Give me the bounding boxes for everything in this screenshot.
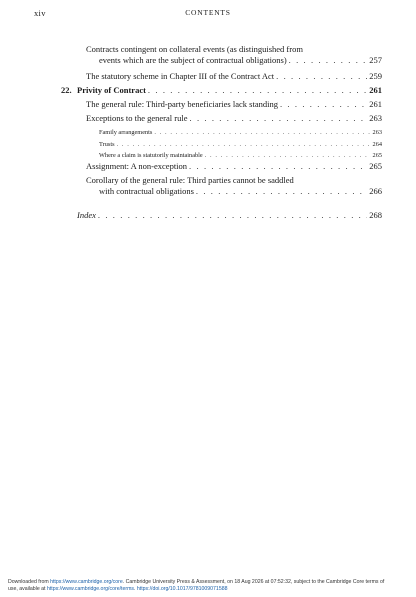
toc-subentry[interactable]: [99, 127, 382, 138]
toc-page-number: 264: [372, 141, 382, 148]
core-link[interactable]: https://www.cambridge.org/core: [50, 579, 123, 585]
toc-page-number: 263: [369, 113, 382, 123]
toc-entry-text: Assignment: A non-exception: [86, 161, 188, 171]
notice-text: use, available at: [8, 586, 47, 592]
download-notice-line-2: [8, 586, 410, 593]
toc-subentry[interactable]: [99, 150, 382, 161]
leader-dots: [189, 161, 367, 172]
leader-dots: [289, 55, 368, 66]
toc-entry-text: with contractual obligations: [99, 186, 194, 196]
terms-link[interactable]: https://www.cambridge.org/core/terms: [46, 586, 135, 592]
toc-entry[interactable]: [86, 99, 382, 110]
toc-entry-text: Trusts: [99, 141, 115, 148]
notice-text: .: [134, 586, 137, 592]
toc-entry-text: Corollary of the general rule: Third parties cannot be saddled: [86, 175, 294, 185]
toc-entry-text: The statutory scheme in Chapter III of the Contract Act: [86, 71, 275, 81]
toc-entry[interactable]: [99, 186, 382, 197]
notice-text: Downloaded from: [8, 579, 51, 585]
toc-entry-text: Family arrangements: [99, 129, 153, 136]
toc-page-number: 259: [369, 71, 382, 81]
toc-page-number: 265: [372, 152, 382, 159]
leader-dots: [276, 71, 367, 82]
leader-dots: [190, 113, 368, 124]
toc-entry-text: Privity of Contract: [77, 85, 146, 95]
running-title: CONTENTS: [185, 8, 231, 17]
toc-entry-text: The general rule: Third-party beneficiaries lack standing: [86, 99, 278, 109]
doi-link[interactable]: https://doi.org/10.1017/9781009071588: [136, 586, 228, 592]
toc-entry-text: Index: [77, 210, 96, 220]
download-notice-line-1: [8, 579, 410, 586]
leader-dots: [196, 186, 367, 197]
toc-chapter-entry[interactable]: [77, 85, 382, 96]
toc-entry[interactable]: [99, 55, 382, 66]
toc-entry[interactable]: [86, 71, 382, 82]
download-notice: [8, 579, 410, 593]
toc-page-number: 265: [369, 161, 382, 171]
chapter-number: 22.: [61, 85, 72, 95]
leader-dots: [148, 85, 367, 96]
toc-entry-text: events which are the subject of contractual obligations): [99, 55, 287, 65]
toc-entry-text: Where a claim is statutorily maintainable: [99, 152, 203, 159]
leader-dots: [98, 210, 367, 221]
toc-page-number: 266: [369, 186, 382, 196]
toc-page-number: 257: [369, 55, 382, 65]
leader-dots: [205, 150, 371, 161]
toc-entry-text: Contracts contingent on collateral events (as distinguished from: [86, 44, 303, 54]
notice-text: . Cambridge University Press & Assessment, on 18 Aug 2026 at 07:52:32, subject to the Cambridge Core terms of: [122, 579, 385, 585]
toc-subentry[interactable]: [99, 139, 382, 150]
toc-page-number: 268: [369, 210, 382, 220]
toc-entry[interactable]: [86, 113, 382, 124]
toc-page-number: 263: [372, 129, 382, 136]
page-number: xiv: [34, 8, 46, 18]
toc-entry-text: Exceptions to the general rule: [86, 113, 188, 123]
leader-dots: [117, 139, 371, 150]
leader-dots: [280, 99, 367, 110]
toc-index-entry[interactable]: [77, 210, 382, 221]
toc-page-number: 261: [369, 85, 382, 95]
toc-page-number: 261: [369, 99, 382, 109]
toc-entry[interactable]: [86, 161, 382, 172]
page-header: [34, 8, 382, 22]
leader-dots: [154, 127, 370, 138]
